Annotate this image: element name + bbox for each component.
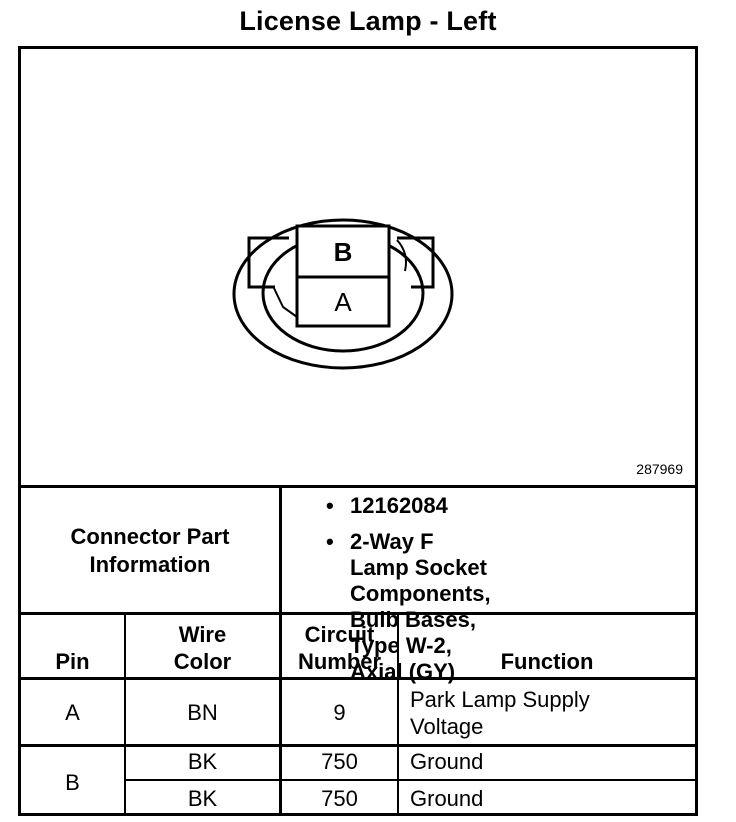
cell-circuit: 9 [333,700,346,725]
connector-frame [18,46,698,816]
part-number: 12162084 [350,493,448,518]
part-description: 2-Way F Lamp Socket Components, Bulb Bases, Type W-2, Axial (GY) [350,529,491,684]
cell-wire-color: BN [187,700,218,725]
header-wire-color-line: Wire [178,622,227,647]
bullet-icon: • [326,529,334,554]
part-info-label-line: Information [89,552,211,577]
divider [21,744,695,747]
header-circuit-line: Circuit [304,622,375,647]
cell-pin: B [65,770,80,795]
header-pin: Pin [55,649,90,674]
header-wire-color-line: Color [173,649,232,674]
header-wire-color [126,621,279,675]
header-circuit-line: Number [297,649,382,674]
header-circuit-number [282,621,397,675]
part-info-label [21,523,279,579]
cell-wire-color: BK [187,786,218,811]
divider [124,779,695,781]
pin-b-label: B [333,237,353,267]
cell-function [410,686,690,740]
connector-figure [21,49,695,485]
cell-function: Ground [410,749,484,774]
cell-pin: A [65,700,80,725]
cell-function-line: Park Lamp Supply [410,687,590,712]
page-title: License Lamp - Left [239,6,497,36]
figure-number: 287969 [636,461,683,477]
cell-circuit: 750 [321,786,358,811]
header-function: Function [500,649,594,674]
bullet-icon: • [326,493,334,518]
cell-wire-color: BK [187,749,218,774]
divider [21,485,695,488]
part-info-label-line: Connector Part [70,524,230,549]
connector-face-drawing [21,49,695,485]
cell-circuit: 750 [321,749,358,774]
cell-function-line: Voltage [410,714,484,739]
cell-function: Ground [410,786,484,811]
pin-a-label: A [334,287,352,317]
